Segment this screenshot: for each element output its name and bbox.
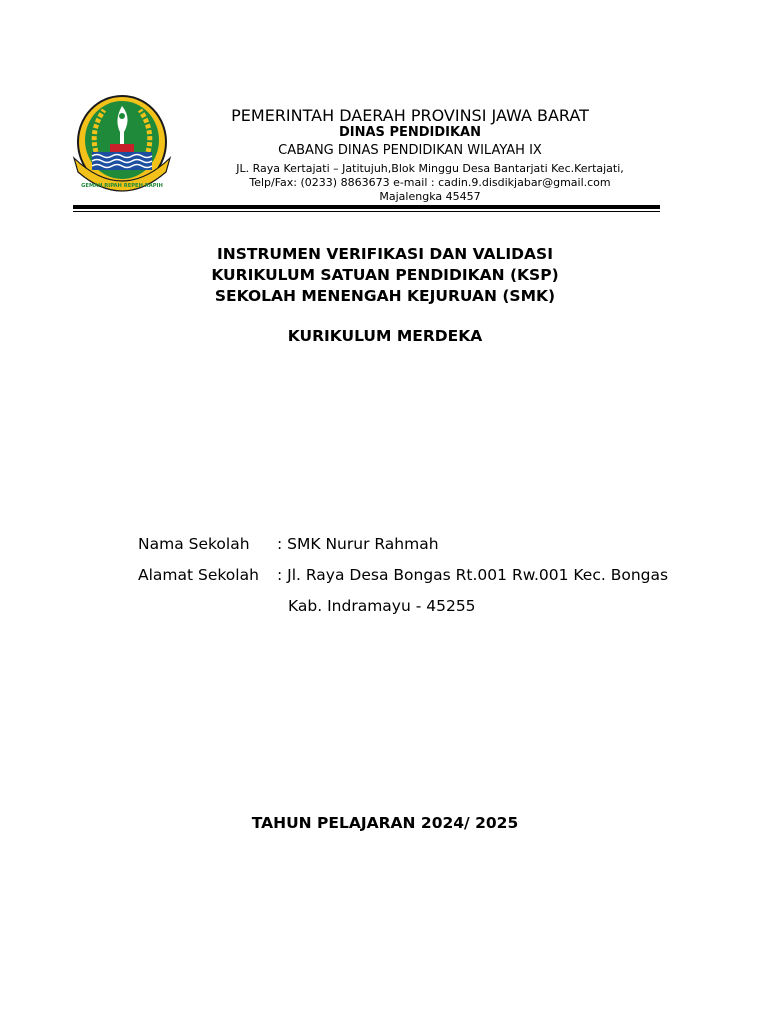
letterhead-divider-thick [73,205,660,209]
address-line-3: Majalengka 45457 [379,190,481,203]
branch-name: CABANG DINAS PENDIDIKAN WILAYAH IX [278,143,542,158]
document-subtitle: KURIKULUM MERDEKA [287,327,483,345]
address-line-2: Telp/Fax: (0233) 8863673 e-mail : cadin.9.disdikjabar@gmail.com [249,176,611,189]
letterhead-divider-thin [73,211,660,212]
document-title-line-2: KURIKULUM SATUAN PENDIDIKAN (KSP) [211,266,559,284]
school-address-value: : Jl. Raya Desa Bongas Rt.001 Rw.001 Kec. Bongas [277,566,669,584]
agency-name: DINAS PENDIDIKAN [338,125,482,140]
address-line-1: JL. Raya Kertajati – Jatitujuh,Blok Minggu Desa Bantarjati Kec.Kertajati, [236,162,624,175]
school-name-value: : SMK Nurur Rahmah [277,535,439,553]
government-name: PEMERINTAH DAERAH PROVINSI JAWA BARAT [231,106,589,125]
logo-motto: GEMAH RIPAH REPEH RAPIH [81,183,163,189]
school-address-value-2: Kab. Indramayu - 45255 [288,597,476,615]
school-address-label: Alamat Sekolah [138,566,259,584]
academic-year: TAHUN PELAJARAN 2024/ 2025 [251,814,519,832]
west-java-emblem-logo [70,92,174,196]
document-title-line-3: SEKOLAH MENENGAH KEJURUAN (SMK) [214,287,556,305]
document-title-line-1: INSTRUMEN VERIFIKASI DAN VALIDASI [217,245,553,263]
school-name-label: Nama Sekolah [138,535,250,553]
